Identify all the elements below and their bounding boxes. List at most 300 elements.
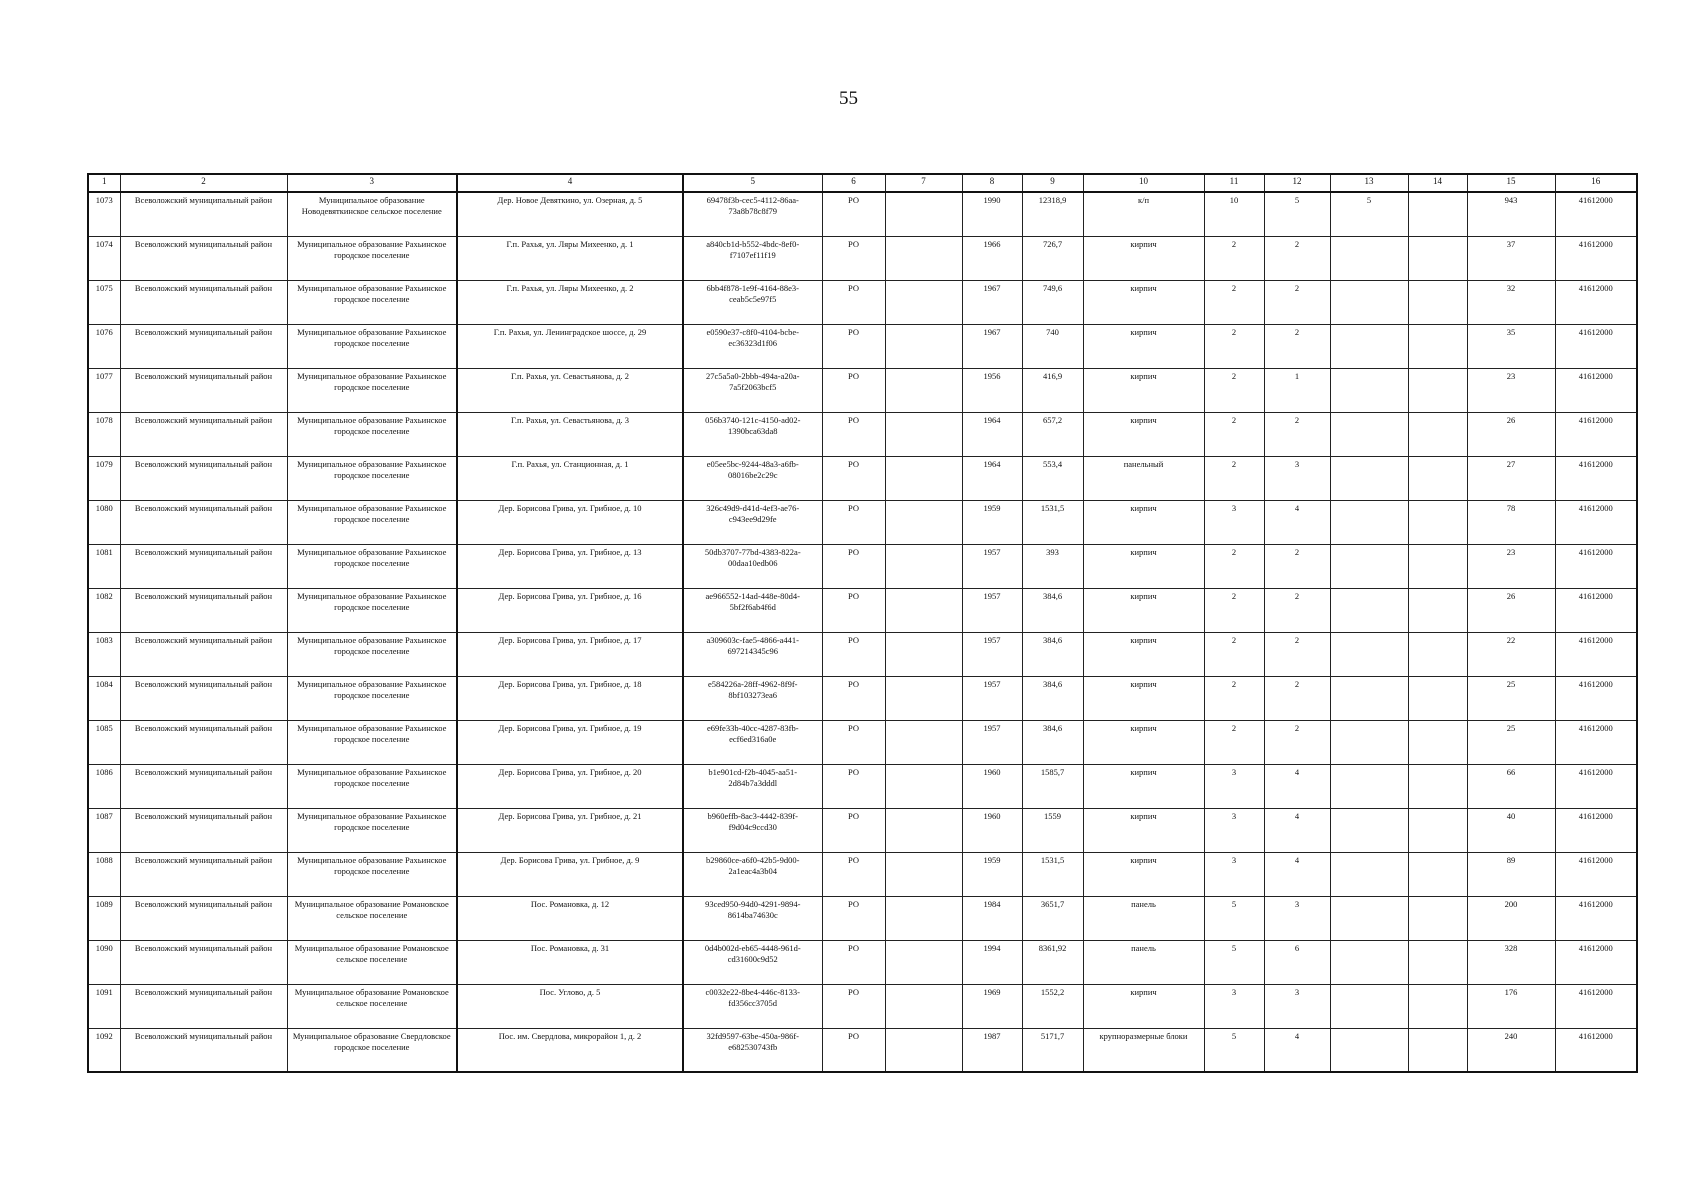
table-cell-col-8: 1960: [962, 808, 1022, 852]
table-cell-col-5: 93ced950-94d0-4291-9894-8614ba74630c: [683, 896, 822, 940]
table-cell-col-16: 41612000: [1555, 940, 1637, 984]
table-cell-col-12: 5: [1264, 192, 1330, 236]
table-cell-col-10: кирпич: [1083, 676, 1204, 720]
table-cell-col-14: [1408, 412, 1467, 456]
table-cell-col-11: 5: [1204, 896, 1264, 940]
table-cell-col-14: [1408, 808, 1467, 852]
table-cell-col-3: Муниципальное образование Рахьинское городское поселение: [287, 456, 457, 500]
table-cell-col-7: [885, 1028, 962, 1072]
table-cell-col-1: 1078: [88, 412, 120, 456]
table-cell-col-7: [885, 324, 962, 368]
table-cell-col-4: Г.п. Рахья, ул. Ленинградское шоссе, д. 29: [457, 324, 683, 368]
table-cell-col-5: c0032e22-8be4-446c-8133-fd356cc3705d: [683, 984, 822, 1028]
table-cell-col-6: РО: [822, 940, 885, 984]
table-cell-col-3: Муниципальное образование Романовское сельское поселение: [287, 940, 457, 984]
table-cell-col-7: [885, 632, 962, 676]
table-cell-col-16: 41612000: [1555, 984, 1637, 1028]
column-header-15: 15: [1467, 174, 1555, 192]
table-cell-col-3: Муниципальное образование Рахьинское городское поселение: [287, 852, 457, 896]
table-cell-col-4: Пос. Углово, д. 5: [457, 984, 683, 1028]
table-cell-col-15: 25: [1467, 676, 1555, 720]
table-cell-col-5: 32fd9597-63be-450a-986f-e682530743fb: [683, 1028, 822, 1072]
column-header-3: 3: [287, 174, 457, 192]
table-cell-col-9: 12318,9: [1022, 192, 1083, 236]
table-cell-col-3: Муниципальное образование Рахьинское городское поселение: [287, 764, 457, 808]
table-cell-col-8: 1987: [962, 1028, 1022, 1072]
table-cell-col-9: 384,6: [1022, 676, 1083, 720]
table-cell-col-8: 1957: [962, 720, 1022, 764]
table-cell-col-4: Г.п. Рахья, ул. Станционная, д. 1: [457, 456, 683, 500]
table-cell-col-14: [1408, 236, 1467, 280]
table-cell-col-14: [1408, 984, 1467, 1028]
table-cell-col-8: 1960: [962, 764, 1022, 808]
table-cell-col-12: 6: [1264, 940, 1330, 984]
table-cell-col-12: 2: [1264, 236, 1330, 280]
table-cell-col-14: [1408, 764, 1467, 808]
table-cell-col-2: Всеволожский муниципальный район: [120, 808, 287, 852]
table-cell-col-10: к/п: [1083, 192, 1204, 236]
table-cell-col-2: Всеволожский муниципальный район: [120, 940, 287, 984]
table-row: [88, 852, 1637, 896]
table-cell-col-3: Муниципальное образование Рахьинское городское поселение: [287, 720, 457, 764]
column-header-1: 1: [88, 174, 120, 192]
table-cell-col-13: [1330, 764, 1408, 808]
table-cell-col-12: 2: [1264, 676, 1330, 720]
table-cell-col-11: 5: [1204, 940, 1264, 984]
table-cell-col-6: РО: [822, 764, 885, 808]
table-row: [88, 632, 1637, 676]
table-cell-col-16: 41612000: [1555, 764, 1637, 808]
table-cell-col-9: 553,4: [1022, 456, 1083, 500]
table-cell-col-14: [1408, 720, 1467, 764]
table-cell-col-16: 41612000: [1555, 676, 1637, 720]
table-cell-col-12: 2: [1264, 280, 1330, 324]
table-cell-col-3: Муниципальное образование Рахьинское городское поселение: [287, 544, 457, 588]
table-cell-col-6: РО: [822, 456, 885, 500]
table-cell-col-1: 1073: [88, 192, 120, 236]
table-cell-col-6: РО: [822, 896, 885, 940]
table-cell-col-11: 2: [1204, 632, 1264, 676]
table-cell-col-5: 056b3740-121c-4150-ad02-1390bca63da8: [683, 412, 822, 456]
table-cell-col-11: 2: [1204, 280, 1264, 324]
table-cell-col-3: Муниципальное образование Свердловское городское поселение: [287, 1028, 457, 1072]
table-cell-col-11: 2: [1204, 236, 1264, 280]
table-cell-col-16: 41612000: [1555, 852, 1637, 896]
table-cell-col-1: 1088: [88, 852, 120, 896]
column-header-6: 6: [822, 174, 885, 192]
table-cell-col-4: Дер. Борисова Грива, ул. Грибное, д. 16: [457, 588, 683, 632]
table-cell-col-12: 4: [1264, 764, 1330, 808]
table-cell-col-9: 393: [1022, 544, 1083, 588]
table-cell-col-7: [885, 544, 962, 588]
table-cell-col-7: [885, 676, 962, 720]
column-header-10: 10: [1083, 174, 1204, 192]
table-cell-col-7: [885, 456, 962, 500]
table-cell-col-9: 740: [1022, 324, 1083, 368]
table-cell-col-15: 240: [1467, 1028, 1555, 1072]
table-cell-col-15: 89: [1467, 852, 1555, 896]
table-body: [88, 192, 1637, 1072]
table-cell-col-13: [1330, 544, 1408, 588]
table-cell-col-15: 27: [1467, 456, 1555, 500]
table-cell-col-12: 1: [1264, 368, 1330, 412]
table-cell-col-13: [1330, 676, 1408, 720]
table-cell-col-10: панель: [1083, 896, 1204, 940]
table-cell-col-6: РО: [822, 236, 885, 280]
table-cell-col-9: 726,7: [1022, 236, 1083, 280]
table-cell-col-14: [1408, 324, 1467, 368]
table-cell-col-1: 1077: [88, 368, 120, 412]
table-cell-col-13: [1330, 588, 1408, 632]
column-header-13: 13: [1330, 174, 1408, 192]
table-cell-col-11: 2: [1204, 324, 1264, 368]
header-row: [88, 174, 1637, 192]
table-cell-col-3: Муниципальное образование Рахьинское городское поселение: [287, 632, 457, 676]
table-cell-col-7: [885, 412, 962, 456]
table-cell-col-11: 2: [1204, 412, 1264, 456]
table-cell-col-10: кирпич: [1083, 764, 1204, 808]
table-cell-col-12: 2: [1264, 588, 1330, 632]
table-row: [88, 808, 1637, 852]
table-cell-col-10: панель: [1083, 940, 1204, 984]
table-cell-col-1: 1089: [88, 896, 120, 940]
table-cell-col-8: 1959: [962, 500, 1022, 544]
table-cell-col-8: 1956: [962, 368, 1022, 412]
table-cell-col-5: 0d4b002d-eb65-4448-961d-cd31600c9d52: [683, 940, 822, 984]
table-cell-col-3: Муниципальное образование Рахьинское городское поселение: [287, 324, 457, 368]
table-cell-col-14: [1408, 192, 1467, 236]
table-cell-col-4: Г.п. Рахья, ул. Ляры Михеенко, д. 1: [457, 236, 683, 280]
table-cell-col-1: 1084: [88, 676, 120, 720]
table-cell-col-9: 1585,7: [1022, 764, 1083, 808]
table-cell-col-4: Пос. Романовка, д. 12: [457, 896, 683, 940]
table-cell-col-3: Муниципальное образование Романовское сельское поселение: [287, 896, 457, 940]
table-cell-col-13: [1330, 808, 1408, 852]
table-cell-col-16: 41612000: [1555, 896, 1637, 940]
table-cell-col-5: 50db3707-77bd-4383-822a-00daa10edb06: [683, 544, 822, 588]
table-cell-col-15: 66: [1467, 764, 1555, 808]
table-cell-col-1: 1087: [88, 808, 120, 852]
table-cell-col-11: 2: [1204, 544, 1264, 588]
table-cell-col-2: Всеволожский муниципальный район: [120, 280, 287, 324]
table-cell-col-15: 23: [1467, 368, 1555, 412]
table-row: [88, 500, 1637, 544]
table-cell-col-2: Всеволожский муниципальный район: [120, 368, 287, 412]
table-cell-col-11: 2: [1204, 368, 1264, 412]
table-row: [88, 412, 1637, 456]
table-cell-col-16: 41612000: [1555, 280, 1637, 324]
column-header-11: 11: [1204, 174, 1264, 192]
table-cell-col-7: [885, 808, 962, 852]
table-cell-col-15: 26: [1467, 412, 1555, 456]
table-cell-col-5: b960effb-8ac3-4442-839f-f9d04c9ccd30: [683, 808, 822, 852]
table-cell-col-7: [885, 280, 962, 324]
column-header-14: 14: [1408, 174, 1467, 192]
table-cell-col-14: [1408, 456, 1467, 500]
table-row: [88, 1028, 1637, 1072]
table-cell-col-2: Всеволожский муниципальный район: [120, 896, 287, 940]
table-row: [88, 896, 1637, 940]
table-cell-col-10: кирпич: [1083, 632, 1204, 676]
table-cell-col-6: РО: [822, 500, 885, 544]
table-cell-col-11: 3: [1204, 852, 1264, 896]
table-cell-col-9: 384,6: [1022, 632, 1083, 676]
table-cell-col-8: 1967: [962, 280, 1022, 324]
table-cell-col-1: 1075: [88, 280, 120, 324]
table-cell-col-16: 41612000: [1555, 368, 1637, 412]
table-cell-col-13: [1330, 896, 1408, 940]
table-cell-col-5: 326c49d9-d41d-4ef3-ae76-c943ee9d29fe: [683, 500, 822, 544]
table-cell-col-1: 1076: [88, 324, 120, 368]
table-cell-col-14: [1408, 280, 1467, 324]
table-cell-col-2: Всеволожский муниципальный район: [120, 412, 287, 456]
table-cell-col-13: [1330, 720, 1408, 764]
table-cell-col-11: 2: [1204, 588, 1264, 632]
table-cell-col-14: [1408, 368, 1467, 412]
table-cell-col-9: 5171,7: [1022, 1028, 1083, 1072]
table-cell-col-5: a840cb1d-b552-4bdc-8ef0-f7107ef11f19: [683, 236, 822, 280]
table-cell-col-15: 35: [1467, 324, 1555, 368]
table-cell-col-10: кирпич: [1083, 412, 1204, 456]
table-cell-col-13: 5: [1330, 192, 1408, 236]
table-header: [88, 174, 1637, 192]
table-cell-col-1: 1090: [88, 940, 120, 984]
table-cell-col-3: Муниципальное образование Рахьинское городское поселение: [287, 280, 457, 324]
table-cell-col-14: [1408, 852, 1467, 896]
table-row: [88, 368, 1637, 412]
table-cell-col-2: Всеволожский муниципальный район: [120, 720, 287, 764]
table-cell-col-8: 1984: [962, 896, 1022, 940]
table-cell-col-16: 41612000: [1555, 412, 1637, 456]
table-cell-col-11: 2: [1204, 456, 1264, 500]
table-cell-col-16: 41612000: [1555, 544, 1637, 588]
table-cell-col-4: Г.п. Рахья, ул. Севастьянова, д. 2: [457, 368, 683, 412]
table-cell-col-13: [1330, 280, 1408, 324]
table-cell-col-1: 1080: [88, 500, 120, 544]
table-cell-col-4: Пос. Романовка, д. 31: [457, 940, 683, 984]
table-cell-col-3: Муниципальное образование Рахьинское городское поселение: [287, 676, 457, 720]
table-cell-col-5: 6bb4f878-1e9f-4164-88e3-ceab5c5e97f5: [683, 280, 822, 324]
table-cell-col-11: 5: [1204, 1028, 1264, 1072]
table-cell-col-2: Всеволожский муниципальный район: [120, 544, 287, 588]
table-cell-col-2: Всеволожский муниципальный район: [120, 500, 287, 544]
table-cell-col-13: [1330, 852, 1408, 896]
table-cell-col-6: РО: [822, 720, 885, 764]
table-cell-col-10: кирпич: [1083, 588, 1204, 632]
table-cell-col-16: 41612000: [1555, 632, 1637, 676]
table-cell-col-11: 3: [1204, 808, 1264, 852]
table-cell-col-15: 26: [1467, 588, 1555, 632]
table-cell-col-9: 8361,92: [1022, 940, 1083, 984]
table-cell-col-15: 328: [1467, 940, 1555, 984]
table-cell-col-7: [885, 720, 962, 764]
table-row: [88, 588, 1637, 632]
table-cell-col-11: 3: [1204, 984, 1264, 1028]
table-cell-col-11: 3: [1204, 500, 1264, 544]
table-cell-col-10: кирпич: [1083, 984, 1204, 1028]
table-cell-col-14: [1408, 896, 1467, 940]
table-cell-col-16: 41612000: [1555, 500, 1637, 544]
table-cell-col-16: 41612000: [1555, 324, 1637, 368]
table-cell-col-6: РО: [822, 632, 885, 676]
table-cell-col-2: Всеволожский муниципальный район: [120, 1028, 287, 1072]
table-cell-col-14: [1408, 940, 1467, 984]
table-cell-col-10: кирпич: [1083, 324, 1204, 368]
table-cell-col-13: [1330, 412, 1408, 456]
table-cell-col-12: 3: [1264, 984, 1330, 1028]
table-cell-col-9: 384,6: [1022, 588, 1083, 632]
table-cell-col-2: Всеволожский муниципальный район: [120, 852, 287, 896]
table-cell-col-11: 10: [1204, 192, 1264, 236]
table-cell-col-12: 4: [1264, 808, 1330, 852]
table-cell-col-3: Муниципальное образование Романовское сельское поселение: [287, 984, 457, 1028]
column-header-5: 5: [683, 174, 822, 192]
table-cell-col-1: 1074: [88, 236, 120, 280]
table-cell-col-10: кирпич: [1083, 280, 1204, 324]
table-cell-col-4: Дер. Борисова Грива, ул. Грибное, д. 9: [457, 852, 683, 896]
table-cell-col-12: 2: [1264, 544, 1330, 588]
table-cell-col-5: b1e901cd-f2b-4045-aa51-2d84b7a3dddl: [683, 764, 822, 808]
table-cell-col-7: [885, 896, 962, 940]
table-cell-col-1: 1079: [88, 456, 120, 500]
table-cell-col-4: Дер. Борисова Грива, ул. Грибное, д. 18: [457, 676, 683, 720]
column-header-4: 4: [457, 174, 683, 192]
table-cell-col-4: Дер. Борисова Грива, ул. Грибное, д. 13: [457, 544, 683, 588]
table-cell-col-16: 41612000: [1555, 1028, 1637, 1072]
table-cell-col-3: Муниципальное образование Новодевяткинское сельское поселение: [287, 192, 457, 236]
table-cell-col-13: [1330, 236, 1408, 280]
table-cell-col-2: Всеволожский муниципальный район: [120, 236, 287, 280]
table-cell-col-4: Дер. Борисова Грива, ул. Грибное, д. 10: [457, 500, 683, 544]
table-cell-col-9: 3651,7: [1022, 896, 1083, 940]
table-cell-col-9: 1531,5: [1022, 852, 1083, 896]
table-cell-col-5: a309603c-fae5-4866-a441-697214345c96: [683, 632, 822, 676]
table-cell-col-10: кирпич: [1083, 368, 1204, 412]
table-cell-col-6: РО: [822, 412, 885, 456]
table-cell-col-12: 3: [1264, 456, 1330, 500]
table-cell-col-12: 4: [1264, 852, 1330, 896]
table-cell-col-5: ae966552-14ad-448e-80d4-5bf2f6ab4f6d: [683, 588, 822, 632]
table-cell-col-14: [1408, 632, 1467, 676]
table-cell-col-9: 384,6: [1022, 720, 1083, 764]
table-row: [88, 544, 1637, 588]
table-cell-col-6: РО: [822, 1028, 885, 1072]
table-row: [88, 280, 1637, 324]
table-cell-col-1: 1091: [88, 984, 120, 1028]
table-cell-col-5: e69fe33b-40cc-4287-83fb-ecf6ed316a0e: [683, 720, 822, 764]
table-row: [88, 456, 1637, 500]
table-cell-col-13: [1330, 324, 1408, 368]
table-cell-col-13: [1330, 984, 1408, 1028]
table-cell-col-16: 41612000: [1555, 192, 1637, 236]
table-cell-col-4: Дер. Борисова Грива, ул. Грибное, д. 20: [457, 764, 683, 808]
table-cell-col-6: РО: [822, 544, 885, 588]
table-cell-col-6: РО: [822, 368, 885, 412]
table-cell-col-9: 1531,5: [1022, 500, 1083, 544]
table-cell-col-5: e584226a-28ff-4962-8f9f-8bf103273ea6: [683, 676, 822, 720]
table-cell-col-3: Муниципальное образование Рахьинское городское поселение: [287, 368, 457, 412]
table-cell-col-12: 4: [1264, 500, 1330, 544]
table-cell-col-3: Муниципальное образование Рахьинское городское поселение: [287, 588, 457, 632]
table-cell-col-8: 1957: [962, 544, 1022, 588]
table-cell-col-3: Муниципальное образование Рахьинское городское поселение: [287, 412, 457, 456]
table-cell-col-2: Всеволожский муниципальный район: [120, 324, 287, 368]
table-cell-col-12: 3: [1264, 896, 1330, 940]
table-cell-col-8: 1967: [962, 324, 1022, 368]
table-cell-col-14: [1408, 500, 1467, 544]
table-cell-col-10: кирпич: [1083, 720, 1204, 764]
table-cell-col-1: 1083: [88, 632, 120, 676]
table-row: [88, 984, 1637, 1028]
table-cell-col-6: РО: [822, 852, 885, 896]
table-cell-col-8: 1957: [962, 676, 1022, 720]
table-cell-col-1: 1082: [88, 588, 120, 632]
table-cell-col-12: 2: [1264, 720, 1330, 764]
table-cell-col-5: 27c5a5a0-2bbb-494a-a20a-7a5f2063bcf5: [683, 368, 822, 412]
table-cell-col-14: [1408, 676, 1467, 720]
table-cell-col-5: b29860ce-a6f0-42b5-9d00-2a1eac4a3b04: [683, 852, 822, 896]
table-cell-col-10: панельный: [1083, 456, 1204, 500]
table-cell-col-11: 2: [1204, 676, 1264, 720]
table-cell-col-2: Всеволожский муниципальный район: [120, 192, 287, 236]
table-cell-col-4: Дер. Борисова Грива, ул. Грибное, д. 21: [457, 808, 683, 852]
table-cell-col-7: [885, 940, 962, 984]
table-cell-col-8: 1969: [962, 984, 1022, 1028]
table-cell-col-13: [1330, 368, 1408, 412]
table-cell-col-13: [1330, 456, 1408, 500]
table-cell-col-5: 69478f3b-cec5-4112-86aa-73a8b78c8f79: [683, 192, 822, 236]
table-cell-col-14: [1408, 544, 1467, 588]
table-row: [88, 236, 1637, 280]
table-cell-col-13: [1330, 940, 1408, 984]
table-cell-col-16: 41612000: [1555, 236, 1637, 280]
table-cell-col-13: [1330, 1028, 1408, 1072]
table-cell-col-1: 1086: [88, 764, 120, 808]
table-cell-col-3: Муниципальное образование Рахьинское городское поселение: [287, 236, 457, 280]
table-cell-col-8: 1964: [962, 412, 1022, 456]
table-cell-col-8: 1957: [962, 632, 1022, 676]
table-cell-col-15: 176: [1467, 984, 1555, 1028]
table-cell-col-9: 749,6: [1022, 280, 1083, 324]
table-cell-col-14: [1408, 588, 1467, 632]
table-row: [88, 940, 1637, 984]
table-cell-col-7: [885, 368, 962, 412]
table-cell-col-15: 78: [1467, 500, 1555, 544]
table-cell-col-7: [885, 236, 962, 280]
table-cell-col-6: РО: [822, 984, 885, 1028]
table-cell-col-9: 1552,2: [1022, 984, 1083, 1028]
table-cell-col-4: Г.п. Рахья, ул. Ляры Михеенко, д. 2: [457, 280, 683, 324]
table-cell-col-12: 2: [1264, 324, 1330, 368]
table-cell-col-8: 1966: [962, 236, 1022, 280]
table-cell-col-6: РО: [822, 192, 885, 236]
table-cell-col-5: e05ee5bc-9244-48a3-a6fb-08016be2c29c: [683, 456, 822, 500]
table-cell-col-10: кирпич: [1083, 808, 1204, 852]
table-cell-col-10: кирпич: [1083, 236, 1204, 280]
table-cell-col-15: 23: [1467, 544, 1555, 588]
table-cell-col-16: 41612000: [1555, 720, 1637, 764]
housing-registry-table: [87, 173, 1638, 1073]
table-cell-col-6: РО: [822, 808, 885, 852]
table-cell-col-4: Дер. Борисова Грива, ул. Грибное, д. 19: [457, 720, 683, 764]
table-cell-col-1: 1092: [88, 1028, 120, 1072]
table-cell-col-1: 1081: [88, 544, 120, 588]
table-cell-col-13: [1330, 632, 1408, 676]
table-cell-col-7: [885, 192, 962, 236]
table-cell-col-4: Г.п. Рахья, ул. Севастьянова, д. 3: [457, 412, 683, 456]
column-header-8: 8: [962, 174, 1022, 192]
table-cell-col-2: Всеволожский муниципальный район: [120, 456, 287, 500]
